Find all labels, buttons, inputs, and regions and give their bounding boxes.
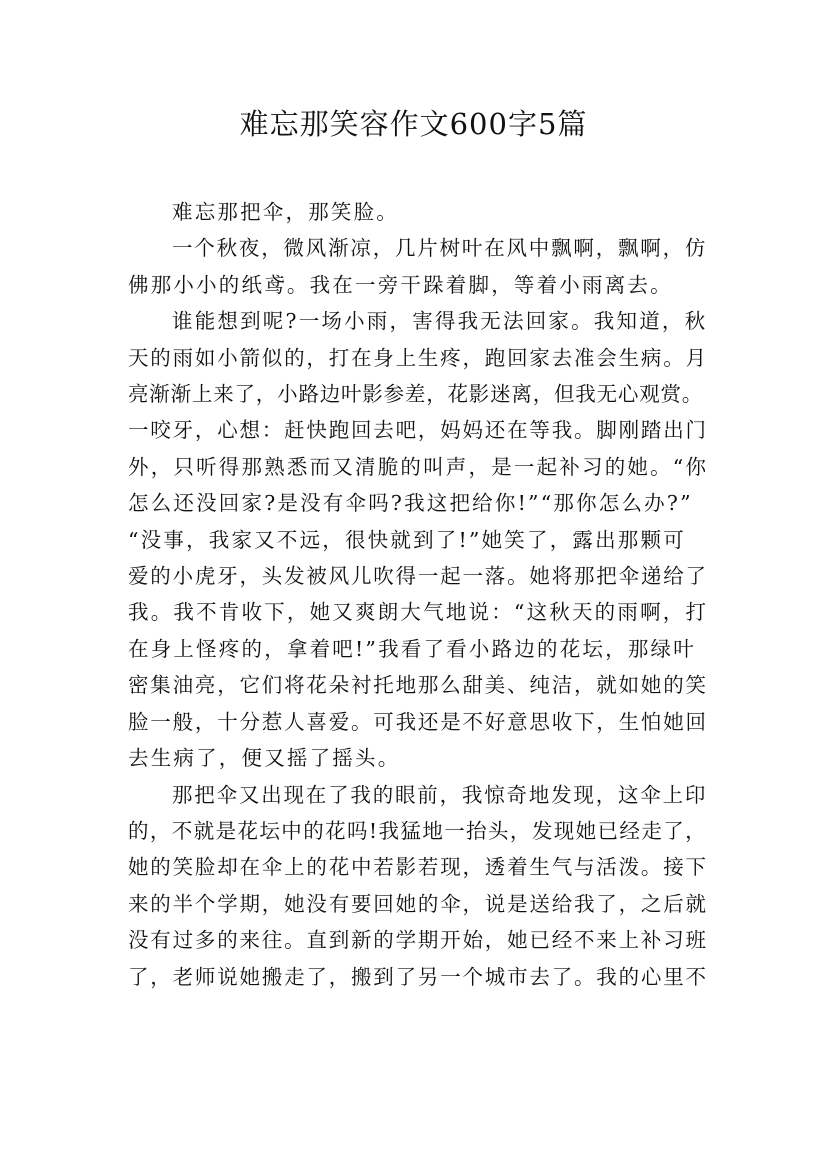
document-body	[128, 194, 708, 995]
text-line: 我。我不肯收下，她又爽朗大气地说：“这秋天的雨啊，打	[128, 600, 709, 625]
text-line: 谁能想到呢?一场小雨，害得我无法回家。我知道，秋	[172, 309, 708, 334]
text-line: 那把伞又出现在了我的眼前，我惊奇地发现，这伞上印	[172, 782, 708, 807]
text-line: 没有过多的来往。直到新的学期开始，她已经不来上补习班	[128, 928, 708, 953]
text-line: 来的半个学期，她没有要回她的伞，说是送给我了，之后就	[128, 891, 708, 916]
text-line: 脸一般，十分惹人喜爱。可我还是不好意思收下，生怕她回	[128, 709, 708, 734]
text-line: 爱的小虎牙，头发被风儿吹得一起一落。她将那把伞递给了	[128, 564, 708, 589]
text-line: 密集油亮，它们将花朵衬托地那么甜美、纯洁，就如她的笑	[128, 673, 708, 698]
text-line: “没事，我家又不远，很快就到了!”她笑了，露出那颗可	[128, 527, 686, 552]
text-line: 难忘那把伞，那笑脸。	[172, 200, 399, 224]
text-line: 一个秋夜，微风渐凉，几片树叶在风中飘啊，飘啊，仿	[172, 236, 708, 261]
text-line: 一咬牙，心想：赶快跑回去吧，妈妈还在等我。脚刚踏出门	[128, 418, 708, 443]
text-line: 了，老师说她搬走了，搬到了另一个城市去了。我的心里不	[128, 964, 708, 989]
text-line: 外，只听得那熟悉而又清脆的叫声，是一起补习的她。“你	[128, 454, 709, 479]
text-line: 她的笑脸却在伞上的花中若影若现，透着生气与活泼。接下	[128, 855, 708, 880]
text-line: 佛那小小的纸鸢。我在一旁干跺着脚，等着小雨离去。	[128, 272, 673, 297]
text-line: 天的雨如小箭似的，打在身上生疼，跑回家去准会生病。月	[128, 345, 708, 370]
text-line: 在身上怪疼的，拿着吧!”我看了看小路边的花坛，那绿叶	[128, 636, 696, 661]
text-line: 怎么还没回家?是没有伞吗?我这把给你!”“那你怎么办?”	[128, 491, 693, 516]
text-line: 去生病了，便又摇了摇头。	[128, 746, 401, 771]
text-line: 亮渐渐上来了，小路边叶影参差，花影迷离，但我无心观赏。	[128, 382, 704, 407]
document-title: 难忘那笑容作文600字5篇	[239, 107, 588, 141]
text-line: 的，不就是花坛中的花吗!我猛地一抬头，发现她已经走了，	[128, 818, 708, 843]
